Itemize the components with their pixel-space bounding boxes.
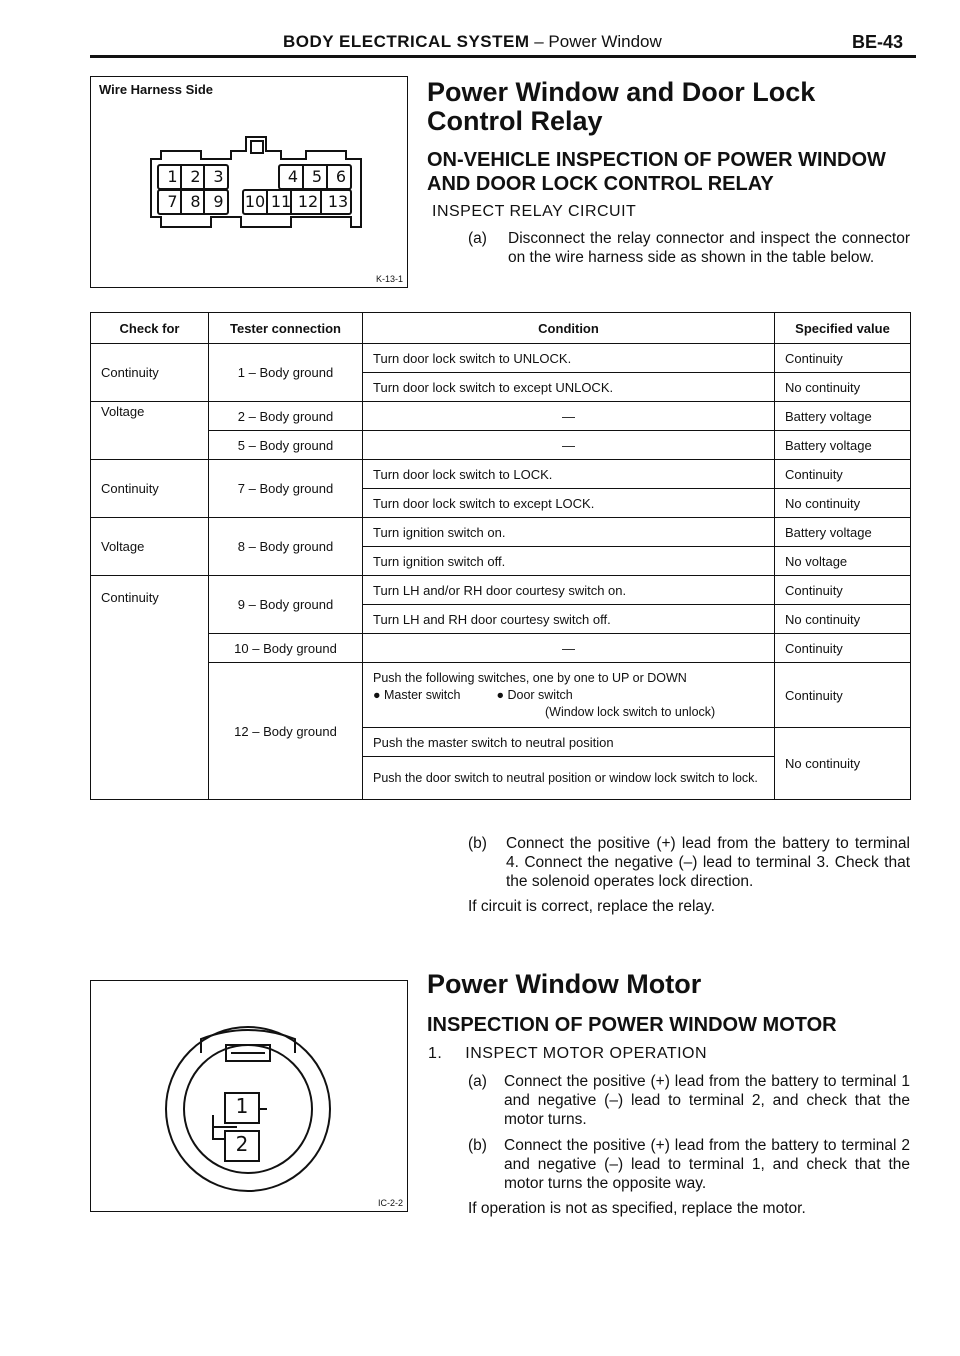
condition-cell: — xyxy=(363,634,775,663)
check-for-cell: Voltage xyxy=(91,518,209,576)
subsection-title-motor: INSPECTION OF POWER WINDOW MOTOR xyxy=(427,1014,837,1036)
table-row xyxy=(91,402,911,431)
pin-3-label: 3 xyxy=(213,167,224,186)
pin-10-label: 10 xyxy=(244,192,266,211)
pin-5-label: 5 xyxy=(311,167,323,186)
specified-value-cell: Battery voltage xyxy=(775,402,911,431)
motor-note: If operation is not as specified, replace the motor. xyxy=(468,1200,806,1217)
condition-cell: Turn ignition switch off. xyxy=(363,547,775,576)
step-text: Connect the positive (+) lead from the battery to terminal 4. Connect the negative (–) lead to terminal 3. Check that the solenoid operates lock direction. xyxy=(506,835,910,890)
specified-value-cell: Continuity xyxy=(775,663,911,728)
pin-6-label: 6 xyxy=(335,167,347,186)
condition-line: (Window lock switch to unlock) xyxy=(545,704,716,719)
condition-line: Push the following switches, one by one to UP or DOWN xyxy=(373,670,687,685)
table-row xyxy=(91,634,911,663)
condition-line xyxy=(373,687,764,704)
pin-1-label: 1 xyxy=(167,167,178,186)
condition-cell: Push the master switch to neutral position xyxy=(363,728,775,757)
pin-7-label: 7 xyxy=(167,192,178,211)
column-header: Specified value xyxy=(775,313,911,344)
tester-connection-cell: 8 – Body ground xyxy=(209,518,363,576)
step-label: (b) xyxy=(468,835,487,852)
table-row xyxy=(91,663,911,728)
check-for-cell: Continuity xyxy=(91,460,209,518)
pin-13-label: 13 xyxy=(327,192,349,211)
condition-cell: Turn door lock switch to UNLOCK. xyxy=(363,344,775,373)
condition-cell: — xyxy=(363,402,775,431)
table-row xyxy=(91,576,911,605)
specified-value-cell: No continuity xyxy=(775,728,911,800)
motor-pin-1-label: 1 xyxy=(235,1094,249,1118)
step-number: 1. xyxy=(428,1045,443,1062)
condition-cell: Turn LH and RH door courtesy switch off. xyxy=(363,605,775,634)
tester-connection-cell: 2 – Body ground xyxy=(209,402,363,431)
condition-cell: Turn door lock switch to except LOCK. xyxy=(363,489,775,518)
subsection-title-line-1: ON-VEHICLE INSPECTION OF POWER WINDOW xyxy=(427,149,886,171)
check-for-cell: Continuity xyxy=(91,576,209,800)
step-text: Connect the positive (+) lead from the battery to terminal 2 and negative (–) lead to terminal 1, and check that the motor turns the opposite way. xyxy=(504,1137,910,1192)
pin-4-label: 4 xyxy=(287,167,299,186)
column-header: Tester connection xyxy=(209,313,363,344)
specified-value-cell: Continuity xyxy=(775,344,911,373)
pin-9-label: 9 xyxy=(213,192,224,211)
table-row xyxy=(91,431,911,460)
step-text: Disconnect the relay connector and inspect the connector on the wire harness side as shown in the table below. xyxy=(508,230,910,266)
section-title-line-2: Control Relay xyxy=(427,106,603,136)
section-title-line-1: Power Window and Door Lock xyxy=(427,77,816,107)
bullet-door-switch: ● Door switch xyxy=(496,687,573,702)
tester-connection-cell: 12 – Body ground xyxy=(209,663,363,800)
pin-8-label: 8 xyxy=(190,192,201,211)
table-row xyxy=(91,518,911,547)
tester-connection-cell: 5 – Body ground xyxy=(209,431,363,460)
tester-connection-cell: 1 – Body ground xyxy=(209,344,363,402)
page-number: BE-43 xyxy=(852,32,904,52)
column-header: Check for xyxy=(91,313,209,344)
step-label: (b) xyxy=(468,1137,487,1154)
condition-cell: Turn door lock switch to LOCK. xyxy=(363,460,775,489)
step-label: (a) xyxy=(468,230,487,247)
step-title: INSPECT MOTOR OPERATION xyxy=(465,1045,708,1062)
motor-pin-2-label: 2 xyxy=(235,1132,249,1156)
table-header-row xyxy=(91,313,911,344)
pin-2-label: 2 xyxy=(190,167,201,186)
condition-cell: Turn door lock switch to except UNLOCK. xyxy=(363,373,775,402)
specified-value-cell: Continuity xyxy=(775,634,911,663)
check-for-cell: Continuity xyxy=(91,344,209,402)
specified-value-cell: No continuity xyxy=(775,489,911,518)
relay-step-b xyxy=(468,834,912,892)
column-header: Condition xyxy=(363,313,775,344)
subsection-title-relay xyxy=(427,148,886,196)
specified-value-cell: Continuity xyxy=(775,576,911,605)
pin-12-label: 12 xyxy=(297,192,319,211)
step-heading-motor xyxy=(428,1045,707,1063)
header-section-name: BODY ELECTRICAL SYSTEM xyxy=(283,32,530,51)
page-header-title xyxy=(283,32,662,52)
relay-step-a xyxy=(468,229,912,289)
tester-connection-cell: 10 – Body ground xyxy=(209,634,363,663)
header-rule xyxy=(90,55,916,58)
step-label: (a) xyxy=(468,1073,487,1090)
header-subsection-name: – Power Window xyxy=(529,32,662,51)
relay-connector-figure xyxy=(90,76,408,288)
step-text: Connect the positive (+) lead from the battery to terminal 1 and negative (–) lead to terminal 2, and check that the motor turns. xyxy=(504,1073,910,1128)
condition-cell: Push the door switch to neutral position or window lock switch to lock. xyxy=(363,757,775,800)
condition-cell: — xyxy=(363,431,775,460)
condition-cell: Turn ignition switch on. xyxy=(363,518,775,547)
inspection-table xyxy=(90,312,911,800)
condition-cell: Turn LH and/or RH door courtesy switch on. xyxy=(363,576,775,605)
relay-note: If circuit is correct, replace the relay. xyxy=(468,898,715,915)
figure-code: K-13-1 xyxy=(375,274,403,284)
step-heading-relay: INSPECT RELAY CIRCUIT xyxy=(432,203,637,220)
bullet-master-switch: ● Master switch xyxy=(373,687,461,702)
relay-connector-diagram xyxy=(91,77,407,287)
motor-step-b xyxy=(468,1136,912,1196)
figure-label: Wire Harness Side xyxy=(99,82,214,97)
figure-code: IC-2-2 xyxy=(377,1198,403,1208)
motor-connector-figure xyxy=(90,980,408,1212)
specified-value-cell: No voltage xyxy=(775,547,911,576)
section-title-relay xyxy=(427,78,815,136)
specified-value-cell: Battery voltage xyxy=(775,518,911,547)
section-title-motor: Power Window Motor xyxy=(427,969,702,999)
table-row xyxy=(91,460,911,489)
specified-value-cell: No continuity xyxy=(775,605,911,634)
condition-cell xyxy=(363,663,775,728)
specified-value-cell: Battery voltage xyxy=(775,431,911,460)
table-row xyxy=(91,344,911,373)
tester-connection-cell: 9 – Body ground xyxy=(209,576,363,634)
check-for-cell: Voltage xyxy=(91,402,209,460)
motor-step-a xyxy=(468,1072,912,1132)
pin-11-label: 11 xyxy=(270,192,292,211)
specified-value-cell: Continuity xyxy=(775,460,911,489)
tester-connection-cell: 7 – Body ground xyxy=(209,460,363,518)
subsection-title-line-2: AND DOOR LOCK CONTROL RELAY xyxy=(427,173,774,195)
specified-value-cell: No continuity xyxy=(775,373,911,402)
